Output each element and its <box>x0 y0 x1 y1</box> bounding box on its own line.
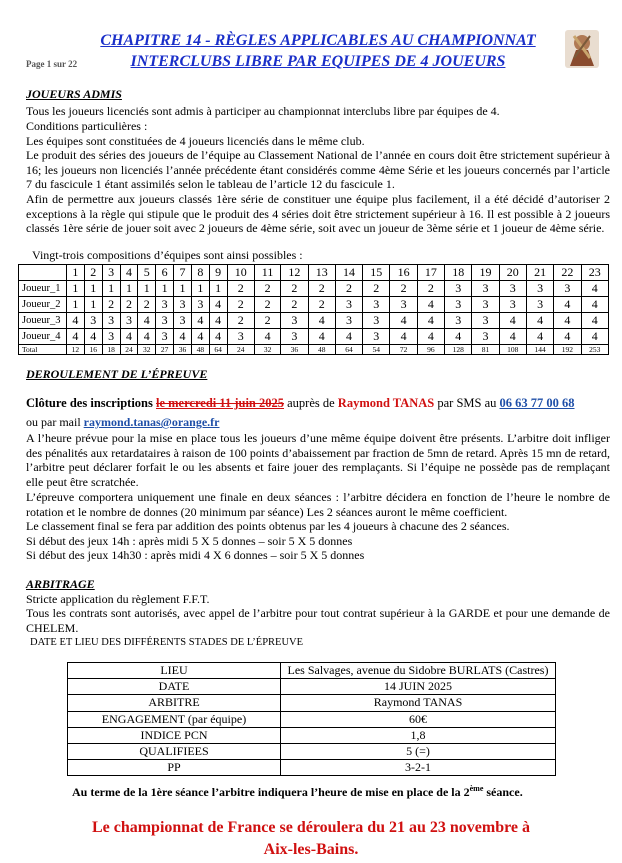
deroulement-para-4: Si début des jeux 14h : après midi 5 X 5 donnes – soir 5 X 5 donnes <box>26 534 353 548</box>
series-cell: 4 <box>138 313 156 329</box>
series-cell: 4 <box>138 329 156 345</box>
championship-announcement-line-2: Aix-les-Bains. <box>263 841 359 858</box>
joueurs-para-1: Tous les joueurs licenciés sont admis à participer au championnat interclubs libre par équipes de 4. <box>26 104 500 118</box>
info-row <box>68 727 556 743</box>
column-header-cell: 20 <box>499 265 526 281</box>
column-header-cell: 4 <box>120 265 138 281</box>
total-label-cell: Total <box>19 345 67 355</box>
player-row <box>19 297 609 313</box>
player-row <box>19 281 609 297</box>
total-cell: 18 <box>102 345 120 355</box>
seance-note-sup: ème <box>469 784 484 793</box>
series-cell: 2 <box>281 297 308 313</box>
deroulement-para-3: Le classement final se fera par addition des points obtenus par les 4 joueurs à chacune des 2 séances. <box>26 519 510 533</box>
series-cell: 4 <box>554 297 581 313</box>
series-cell: 2 <box>227 281 254 297</box>
series-cell: 2 <box>138 297 156 313</box>
info-key: INDICE PCN <box>68 727 281 743</box>
series-cell: 2 <box>254 297 280 313</box>
series-cell: 3 <box>363 313 390 329</box>
series-cell: 3 <box>499 281 526 297</box>
series-cell: 2 <box>227 297 254 313</box>
series-cell: 4 <box>191 329 209 345</box>
event-info-table <box>67 662 556 776</box>
series-cell: 4 <box>581 329 608 345</box>
total-row <box>19 345 609 355</box>
series-cell: 3 <box>445 313 472 329</box>
column-header-cell: 21 <box>526 265 553 281</box>
series-cell: 4 <box>174 329 192 345</box>
column-header-cell: 5 <box>138 265 156 281</box>
player-label-cell: Joueur_1 <box>19 281 67 297</box>
total-cell: 27 <box>156 345 174 355</box>
series-cell: 4 <box>417 329 444 345</box>
page-indicator <box>26 59 77 69</box>
seance-note <box>72 782 523 800</box>
total-cell: 32 <box>254 345 280 355</box>
info-value: 60€ <box>281 711 556 727</box>
column-header-cell: 11 <box>254 265 280 281</box>
total-cell: 32 <box>138 345 156 355</box>
series-cell: 4 <box>499 313 526 329</box>
total-cell: 96 <box>417 345 444 355</box>
column-header-cell: 18 <box>445 265 472 281</box>
player-label-cell: Joueur_3 <box>19 313 67 329</box>
total-cell: 64 <box>335 345 362 355</box>
total-cell: 72 <box>390 345 417 355</box>
series-cell: 4 <box>417 313 444 329</box>
info-key: ENGAGEMENT (par équipe) <box>68 711 281 727</box>
info-row <box>68 695 556 711</box>
total-cell: 108 <box>499 345 526 355</box>
column-header-cell: 10 <box>227 265 254 281</box>
mail-line <box>26 415 219 430</box>
series-cell: 3 <box>363 297 390 313</box>
series-cell: 4 <box>308 329 335 345</box>
series-cell: 4 <box>445 329 472 345</box>
info-row <box>68 679 556 695</box>
series-cell: 3 <box>472 329 499 345</box>
total-cell: 36 <box>281 345 308 355</box>
column-header-cell: 2 <box>84 265 102 281</box>
column-header-cell: 22 <box>554 265 581 281</box>
column-header-cell: 19 <box>472 265 499 281</box>
section-heading-deroulement: DEROULEMENT DE L’ÉPREUVE <box>26 367 208 381</box>
series-cell: 3 <box>156 297 174 313</box>
page-number: 1 <box>46 59 52 69</box>
series-cell: 3 <box>156 329 174 345</box>
joueurs-para-2: Conditions particulières : <box>26 119 148 133</box>
joueurs-para-5: Afin de permettre aux joueurs classés 1ère série de constituer une équipe plus facilement, il a été décidé d’autoriser 2 exceptions à la règle qui stipule que le produit des 4 séries doit être strictement supérieur à 16. Il est possible à 2 joueurs classés 1ère série de jouer soit avec 2 joueurs de 4ème série, soit avec un joueur de 3ème série et 1 joueur de 4ème série. <box>26 192 610 235</box>
info-value: 14 JUIN 2025 <box>281 679 556 695</box>
series-cell: 3 <box>102 329 120 345</box>
total-cell: 54 <box>363 345 390 355</box>
series-cell: 4 <box>191 313 209 329</box>
series-cell: 4 <box>335 329 362 345</box>
phone-link[interactable]: 06 63 77 00 68 <box>499 396 575 410</box>
total-cell: 16 <box>84 345 102 355</box>
series-cell: 3 <box>174 297 192 313</box>
info-value: 5 (=) <box>281 743 556 759</box>
series-cell: 4 <box>209 313 227 329</box>
info-key: QUALIFIEES <box>68 743 281 759</box>
total-cell: 36 <box>174 345 192 355</box>
series-cell: 2 <box>335 281 362 297</box>
info-row <box>68 663 556 679</box>
championship-announcement-line-1: Le championnat de France se déroulera du 21 au 23 novembre à <box>91 819 531 836</box>
series-cell: 4 <box>254 329 280 345</box>
page-total: 22 <box>68 59 78 69</box>
seance-note-text: Au terme de la 1ère séance l’arbitre indiquera l’heure de mise en place de la 2 <box>72 785 470 799</box>
series-cell: 1 <box>138 281 156 297</box>
compositions-table <box>18 264 609 355</box>
total-cell: 64 <box>209 345 227 355</box>
series-cell: 3 <box>174 313 192 329</box>
organizer-name: Raymond TANAS <box>337 396 435 410</box>
compositions-header-row <box>19 265 609 281</box>
series-cell: 4 <box>84 329 102 345</box>
info-value: 1,8 <box>281 727 556 743</box>
section-heading-joueurs: JOUEURS ADMIS <box>26 87 122 101</box>
column-header-cell: 15 <box>363 265 390 281</box>
total-cell: 253 <box>581 345 608 355</box>
series-cell: 4 <box>581 297 608 313</box>
column-header-cell: 16 <box>390 265 417 281</box>
series-cell: 1 <box>191 281 209 297</box>
player-row <box>19 313 609 329</box>
series-cell: 1 <box>174 281 192 297</box>
series-cell: 3 <box>281 313 308 329</box>
info-value: Les Salvages, avenue du Sidobre BURLATS (Castres) <box>281 663 556 679</box>
info-key: DATE <box>68 679 281 695</box>
column-header-cell: 12 <box>281 265 308 281</box>
series-cell: 3 <box>526 281 553 297</box>
total-cell: 144 <box>526 345 553 355</box>
info-value: Raymond TANAS <box>281 695 556 711</box>
cloture-label: Clôture des inscriptions <box>26 396 153 410</box>
total-cell: 128 <box>445 345 472 355</box>
series-cell: 2 <box>363 281 390 297</box>
column-header-cell: 1 <box>67 265 85 281</box>
sms-label: par SMS au <box>437 396 497 410</box>
series-cell: 3 <box>335 313 362 329</box>
series-cell: 4 <box>554 313 581 329</box>
series-cell: 2 <box>281 281 308 297</box>
compositions-caption: Vingt-trois compositions d’équipes sont ainsi possibles : <box>32 248 303 262</box>
series-cell: 3 <box>156 313 174 329</box>
page-label: Page <box>26 59 45 69</box>
column-header-cell: 23 <box>581 265 608 281</box>
series-cell: 3 <box>554 281 581 297</box>
total-cell: 24 <box>227 345 254 355</box>
series-cell: 3 <box>445 297 472 313</box>
series-cell: 4 <box>526 313 553 329</box>
chapter-title-line-2: INTERCLUBS LIBRE PAR EQUIPES DE 4 JOUEURS <box>130 53 506 70</box>
column-header-cell: 8 <box>191 265 209 281</box>
series-cell: 3 <box>120 313 138 329</box>
series-cell: 2 <box>308 297 335 313</box>
series-cell: 4 <box>308 313 335 329</box>
deroulement-para-5: Si début des jeux 14h30 : après midi 4 X 6 donnes – soir 5 X 5 donnes <box>26 548 365 562</box>
arbitrage-para-1: Stricte application du règlement F.F.T. <box>26 592 210 606</box>
total-cell: 81 <box>472 345 499 355</box>
series-cell: 2 <box>102 297 120 313</box>
dates-caption: DATE ET LIEU DES DIFFÉRENTS STADES DE L’ÉPREUVE <box>30 637 304 648</box>
series-cell: 4 <box>67 313 85 329</box>
arbitrage-para-2: Tous les contrats sont autorisés, avec appel de l’arbitre pour tout contrat supérieur à la GARDE et pour une demande de CHELEM. <box>26 606 610 635</box>
series-cell: 4 <box>581 281 608 297</box>
aupres-text: auprès de <box>287 396 335 410</box>
info-row <box>68 711 556 727</box>
series-cell: 3 <box>390 297 417 313</box>
section-heading-arbitrage: ARBITRAGE <box>26 577 95 591</box>
series-cell: 1 <box>156 281 174 297</box>
total-cell: 192 <box>554 345 581 355</box>
deroulement-para-2: L’épreuve comportera uniquement une finale en deux séances : l’arbitre décidera en fonction de l’heure le nombre de rotation et le nombre de donnes (20 minimum par séance) Les 2 séances auront le même coefficient. <box>26 490 610 519</box>
series-cell: 4 <box>209 297 227 313</box>
email-link[interactable]: raymond.tanas@orange.fr <box>83 415 220 429</box>
page-sep: sur <box>53 59 66 69</box>
series-cell: 2 <box>308 281 335 297</box>
series-cell: 4 <box>390 329 417 345</box>
series-cell: 4 <box>499 329 526 345</box>
column-header-cell: 13 <box>308 265 335 281</box>
info-key: LIEU <box>68 663 281 679</box>
player-row <box>19 329 609 345</box>
series-cell: 2 <box>417 281 444 297</box>
player-label-cell: Joueur_4 <box>19 329 67 345</box>
total-cell: 48 <box>308 345 335 355</box>
series-cell: 1 <box>67 297 85 313</box>
player-label-cell: Joueur_2 <box>19 297 67 313</box>
series-cell: 4 <box>390 313 417 329</box>
series-cell: 3 <box>227 329 254 345</box>
series-cell: 1 <box>84 281 102 297</box>
series-cell: 2 <box>390 281 417 297</box>
series-cell: 4 <box>554 329 581 345</box>
info-key: PP <box>68 760 281 776</box>
total-cell: 48 <box>191 345 209 355</box>
series-cell: 3 <box>102 313 120 329</box>
info-value: 3-2-1 <box>281 760 556 776</box>
info-key: ARBITRE <box>68 695 281 711</box>
series-cell: 3 <box>472 281 499 297</box>
total-cell: 12 <box>67 345 85 355</box>
series-cell: 3 <box>84 313 102 329</box>
cloture-date: le mercredi 11 juin 2025 <box>156 396 284 410</box>
series-cell: 4 <box>209 329 227 345</box>
series-cell: 4 <box>120 329 138 345</box>
series-cell: 1 <box>102 281 120 297</box>
info-row <box>68 760 556 776</box>
column-header-cell: 7 <box>174 265 192 281</box>
deroulement-para-1: A l’heure prévue pour la mise en place tous les joueurs d’une même équipe doivent être présents. L’arbitre doit infliger des pénalités aux retardataires à raison de 100 points d’abaissement par fraction de 5mn de retard. Après 15 mn de retard, l’arbitre peut déclarer forfait le ou les absents et faire jouer des remplaçants. Si l’équipe ne possède pas de remplaçant elle peut être scratchée. <box>26 431 610 489</box>
series-cell: 4 <box>67 329 85 345</box>
series-cell: 3 <box>472 297 499 313</box>
series-cell: 2 <box>227 313 254 329</box>
series-cell: 2 <box>254 313 280 329</box>
column-header-cell: 17 <box>417 265 444 281</box>
cloture-line <box>26 396 575 411</box>
series-cell: 2 <box>254 281 280 297</box>
series-cell: 4 <box>526 329 553 345</box>
series-cell: 3 <box>499 297 526 313</box>
column-header-cell: 9 <box>209 265 227 281</box>
series-cell: 4 <box>417 297 444 313</box>
series-cell: 1 <box>209 281 227 297</box>
series-cell: 3 <box>335 297 362 313</box>
series-cell: 3 <box>526 297 553 313</box>
series-cell: 3 <box>281 329 308 345</box>
series-cell: 3 <box>472 313 499 329</box>
series-cell: 1 <box>67 281 85 297</box>
series-cell: 3 <box>363 329 390 345</box>
series-cell: 4 <box>581 313 608 329</box>
info-row <box>68 743 556 759</box>
joueurs-para-3: Les équipes sont constituées de 4 joueurs licenciés dans le même club. <box>26 134 365 148</box>
column-header-cell: 3 <box>102 265 120 281</box>
joueurs-para-4: Le produit des séries des joueurs de l’équipe au Classement National de l’année en cours doit être strictement supérieur à 16; les joueurs non licenciés l’année précédente étant considérés comme 4ème Série et les joueurs concernés par l’article 7 du fascicule 1 étant assimilés selon le tableau de l’article 12 du fascicule 1. <box>26 148 610 191</box>
column-header-cell: 6 <box>156 265 174 281</box>
series-cell: 1 <box>84 297 102 313</box>
chapter-title-line-1: CHAPITRE 14 - RÈGLES APPLICABLES AU CHAMPIONNAT <box>100 32 536 49</box>
column-header-cell: 14 <box>335 265 362 281</box>
series-cell: 1 <box>120 281 138 297</box>
mail-label: ou par mail <box>26 415 81 429</box>
seance-note-end: séance. <box>483 785 523 799</box>
tarot-logo <box>564 28 600 70</box>
header-corner-cell <box>19 265 67 281</box>
series-cell: 2 <box>120 297 138 313</box>
series-cell: 3 <box>445 281 472 297</box>
series-cell: 3 <box>191 297 209 313</box>
total-cell: 24 <box>120 345 138 355</box>
